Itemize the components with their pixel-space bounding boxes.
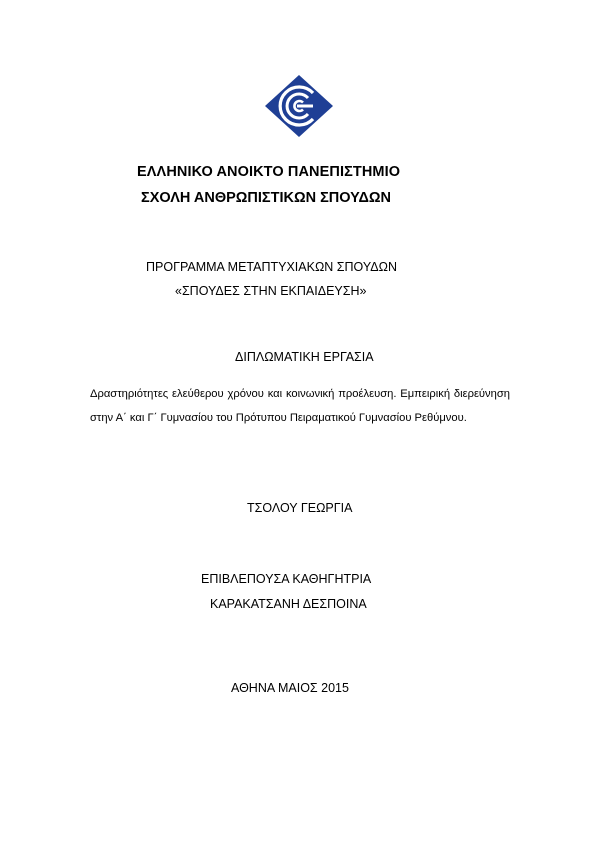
- program-name: ΠΡΟΓΡΑΜΜΑ ΜΕΤΑΠΤΥΧΙΑΚΩΝ ΣΠΟΥΔΩΝ: [146, 260, 397, 274]
- university-emblem-icon: [264, 74, 334, 138]
- program-subtitle: «ΣΠΟΥΔΕΣ ΣΤΗΝ ΕΚΠΑΙΔΕΥΣΗ»: [175, 284, 367, 298]
- university-name: ΕΛΛΗΝΙΚΟ ΑΝΟΙΚΤΟ ΠΑΝΕΠΙΣΤΗΜΙΟ: [137, 164, 401, 180]
- thesis-title: Δραστηριότητες ελεύθερου χρόνου και κοινωνική προέλευση. Εμπειρική διερεύνηση στην Α΄ και Γ΄ Γυμνασίου του Πρότυπου Πειραματικού Γυμνασίου Ρεθύμνου.: [90, 388, 510, 424]
- school-name: ΣΧΟΛΗ ΑΝΘΡΩΠΙΣΤΙΚΩΝ ΣΠΟΥΔΩΝ: [141, 190, 392, 206]
- place-date: ΑΘΗΝΑ ΜΑΙΟΣ 2015: [231, 681, 349, 695]
- supervisor-label: ΕΠΙΒΛΕΠΟΥΣΑ ΚΑΘΗΓΗΤΡΙΑ: [201, 572, 372, 586]
- supervisor-name: ΚΑΡΑΚΑΤΣΑΝΗ ΔΕΣΠΟΙΝΑ: [210, 597, 367, 611]
- thesis-type: ΔΙΠΛΩΜΑΤΙΚΗ ΕΡΓΑΣΙΑ: [235, 350, 374, 364]
- author-name: ΤΣΟΛΟΥ ΓΕΩΡΓΙΑ: [247, 501, 353, 515]
